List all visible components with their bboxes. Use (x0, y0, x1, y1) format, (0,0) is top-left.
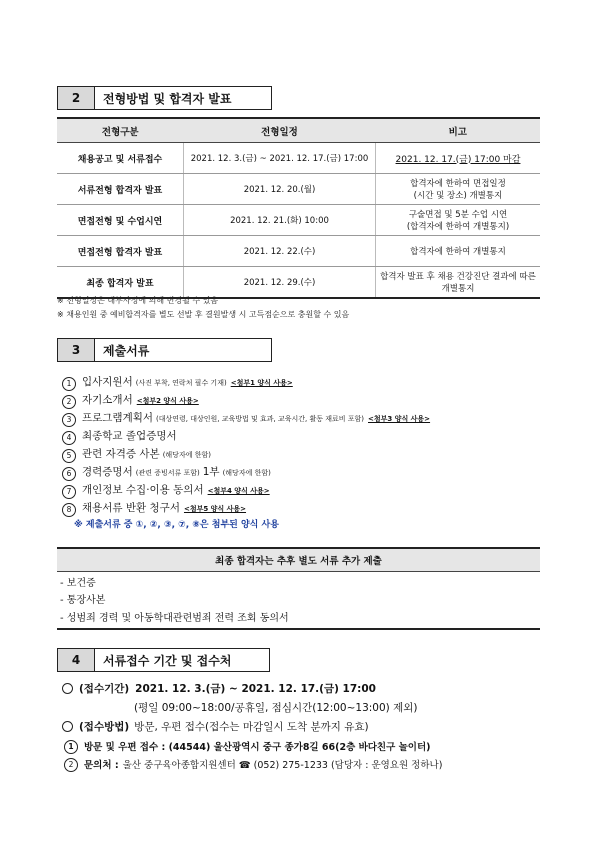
schedule-table (57, 117, 540, 299)
section-title: 전형방법 및 합격자 발표 (95, 86, 272, 110)
item-detail: (관련 증빙서류 포함) (135, 469, 200, 477)
item-number: 1 (62, 377, 76, 391)
cell-type: 최종 합격자 발표 (57, 267, 184, 299)
document-item (62, 464, 271, 480)
item-number: 1 (64, 740, 78, 754)
method-value: 방문, 우편 접수(접수는 마감일시 도착 분까지 유효) (134, 721, 369, 733)
note-line: 개별통지 (441, 284, 475, 294)
item-detail: (해당자에 한함) (222, 469, 271, 477)
cell-type: 면접전형 합격자 발표 (57, 236, 184, 267)
item-number: 5 (62, 449, 76, 463)
contact-text: 울산 중구육아종합지원센터 ☎ (052) 275-1233 (담당자 : 운영요원 정하나) (122, 760, 443, 771)
section-3-header (57, 338, 272, 362)
cell-note (376, 205, 541, 236)
table-row (57, 174, 540, 205)
period-note: (평일 09:00~18:00/공휴일, 점심시간(12:00~13:00) 제외) (134, 702, 418, 714)
document-item (62, 392, 199, 408)
document-item (62, 500, 246, 516)
contact-label: 문의처 : (84, 760, 119, 771)
visit-text: 방문 및 우편 접수 : (44544) 울산광역시 중구 종가8길 66(2층 바다친구 놀이터) (84, 742, 431, 753)
final-doc-item: - 보건증 (60, 578, 96, 589)
period-value: 2021. 12. 3.(금) ~ 2021. 12. 17.(금) 17:00 (135, 683, 376, 695)
visit-address (64, 739, 430, 753)
note-line: (시간 및 장소) 개별통지 (413, 191, 503, 201)
item-detail: (사진 부착, 연락처 필수 기재) (135, 379, 227, 387)
section-title: 제출서류 (95, 338, 272, 362)
reception-method (62, 719, 369, 734)
note-line: 합격자 발표 후 채용 건강진단 결과에 따른 (380, 272, 536, 282)
note-line: 2021. 12. 17.(금) 17:00 마감 (395, 154, 521, 165)
item-text: 최종학교 졸업증명서 (82, 430, 177, 442)
item-number: 3 (62, 413, 76, 427)
item-text: 개인정보 수집·이용 동의서 (82, 484, 204, 496)
section-number: 2 (57, 86, 95, 110)
item-detail: (대상연령, 대상인원, 교육방법 및 효과, 교육시간, 활동 재료비 포함) (156, 415, 364, 423)
reception-period (62, 681, 376, 696)
attachment-label: <첨부1 양식 사용> (230, 379, 293, 387)
document-item (62, 428, 177, 444)
table-row (57, 267, 540, 299)
cell-type: 서류전형 합격자 발표 (57, 174, 184, 205)
table-row (57, 143, 540, 174)
section-2-header (57, 86, 272, 110)
item-number: 2 (62, 395, 76, 409)
cell-type: 면접전형 및 수업시연 (57, 205, 184, 236)
item-text: 자기소개서 (82, 394, 133, 406)
cell-date: 2021. 12. 20.(월) (184, 174, 376, 205)
footnote: ※ 전형일정은 내부사정에 의해 변경될 수 있음 (57, 296, 219, 305)
attachment-label: <첨부3 양식 사용> (368, 415, 431, 423)
attachment-label: <첨부5 양식 사용> (183, 505, 247, 513)
contact-info (64, 757, 442, 771)
section-number: 3 (57, 338, 95, 362)
attachment-notice: ※ 제출서류 중 ①, ②, ③, ⑦, ⑧은 첨부된 양식 사용 (74, 520, 279, 530)
section-number: 4 (57, 648, 95, 672)
cell-date: 2021. 12. 3.(금) ~ 2021. 12. 17.(금) 17:00 (184, 143, 376, 174)
item-text: 입사지원서 (82, 376, 133, 388)
item-text: 채용서류 반환 청구서 (82, 502, 180, 514)
item-text: 1부 (202, 466, 220, 478)
column-header: 전형일정 (184, 118, 376, 143)
document-item (62, 410, 430, 426)
bullet-circle-icon (62, 683, 73, 694)
attachment-label: <첨부4 양식 사용> (207, 487, 270, 495)
item-number: 8 (62, 503, 76, 517)
column-header: 비고 (376, 118, 541, 143)
cell-date: 2021. 12. 21.(화) 10:00 (184, 205, 376, 236)
document-item (62, 482, 270, 498)
method-label: (접수방법) (79, 721, 130, 733)
cell-note (376, 267, 541, 299)
item-number: 2 (64, 758, 78, 772)
document-item (62, 446, 211, 462)
item-text: 관련 자격증 사본 (82, 448, 160, 460)
attachment-label: <첨부2 양식 사용> (136, 397, 199, 405)
note-line: (합격자에 한하여 개별통지) (406, 222, 510, 232)
cell-date: 2021. 12. 29.(수) (184, 267, 376, 299)
item-number: 6 (62, 467, 76, 481)
item-number: 4 (62, 431, 76, 445)
final-doc-item: - 통장사본 (60, 595, 106, 606)
table-row (57, 236, 540, 267)
item-text: 프로그램계획서 (82, 412, 154, 424)
cell-note (376, 143, 541, 174)
period-label: (접수기간) (79, 683, 130, 695)
table-row (57, 205, 540, 236)
note-line: 합격자에 한하여 면접일정 (410, 179, 506, 189)
footnote: ※ 채용인원 중 예비합격자를 별도 선발 후 결원발생 시 고득점순으로 충원할 수 있음 (57, 310, 350, 319)
bullet-circle-icon (62, 721, 73, 732)
cell-note (376, 174, 541, 205)
document-item (62, 374, 293, 390)
section-title: 서류접수 기간 및 접수처 (95, 648, 270, 672)
table-header-row (57, 118, 540, 143)
cell-date: 2021. 12. 22.(수) (184, 236, 376, 267)
divider (57, 628, 540, 630)
cell-type: 채용공고 및 서류접수 (57, 143, 184, 174)
item-number: 7 (62, 485, 76, 499)
column-header: 전형구분 (57, 118, 184, 143)
item-detail: (해당자에 한함) (162, 451, 211, 459)
item-text: 경력증명서 (82, 466, 133, 478)
section-4-header (57, 648, 270, 672)
note-line: 구술면접 및 5분 수업 시연 (408, 210, 508, 220)
cell-note: 합격자에 한하여 개별통지 (376, 236, 541, 267)
final-documents-bar: 최종 합격자는 추후 별도 서류 추가 제출 (57, 547, 540, 572)
final-doc-item: - 성범죄 경력 및 아동학대관련범죄 전력 조회 동의서 (60, 613, 289, 624)
